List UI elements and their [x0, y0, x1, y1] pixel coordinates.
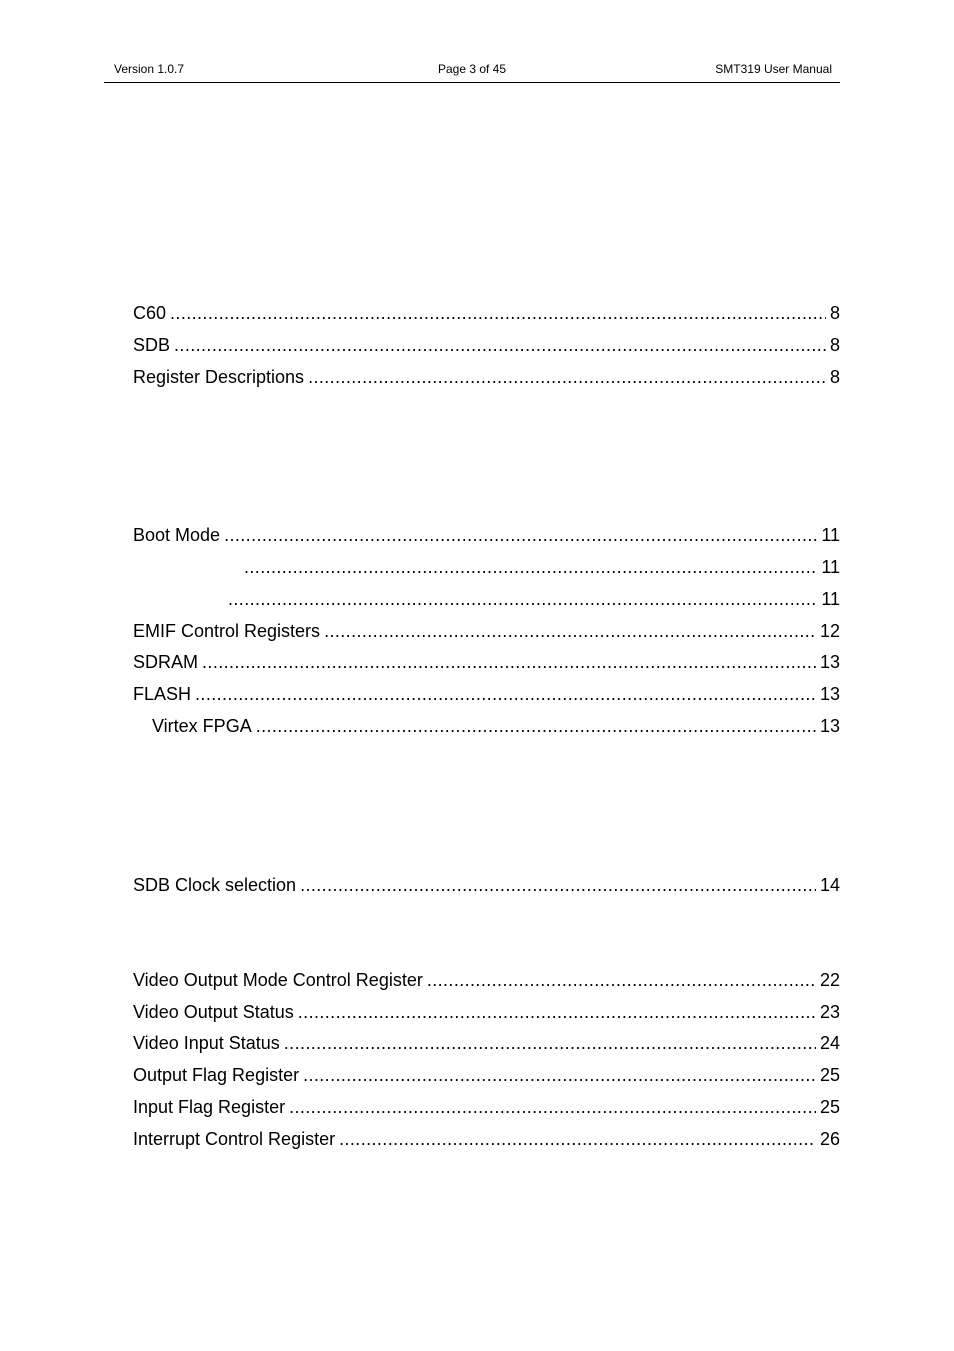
toc-entry-label: Input Flag Register — [133, 1097, 286, 1117]
toc-dot-leader — [289, 1096, 816, 1118]
toc-entry-label: SDB Clock selection — [133, 875, 297, 895]
toc-dot-leader — [284, 1032, 816, 1054]
toc-entry-label: Boot Mode — [133, 525, 221, 545]
toc-entry-page: 13 — [819, 716, 840, 736]
page-header — [104, 62, 840, 83]
toc-entry-page: 13 — [819, 684, 840, 704]
toc-entry-label: Output Flag Register — [133, 1065, 300, 1085]
toc-entry-unlabeled-1[interactable] — [133, 556, 840, 578]
header-page-number: Page 3 of 45 — [437, 62, 507, 76]
toc-entry-page: 22 — [819, 970, 840, 990]
toc-entry-label: Register Descriptions — [133, 367, 305, 387]
toc-entry-page: 8 — [829, 303, 840, 323]
toc-entry-page: 23 — [819, 1002, 840, 1022]
toc-entry-register-descriptions[interactable] — [133, 366, 840, 388]
toc-entry-label: Video Output Status — [133, 1002, 294, 1022]
toc-entry-page: 26 — [819, 1129, 840, 1149]
toc-dot-leader — [303, 1064, 816, 1086]
toc-dot-leader — [195, 683, 816, 705]
toc-entry-video-output-status[interactable] — [133, 1001, 840, 1023]
toc-entry-sdb-clock-selection[interactable] — [133, 874, 840, 896]
toc-dot-leader — [298, 1001, 816, 1023]
toc-entry-label: C60 — [133, 303, 167, 323]
toc-entry-label: Interrupt Control Register — [133, 1129, 336, 1149]
toc-entry-video-input-status[interactable] — [133, 1032, 840, 1054]
toc-dot-leader — [244, 556, 817, 578]
toc-entry-sdb[interactable] — [133, 334, 840, 356]
toc-entry-page: 24 — [819, 1033, 840, 1053]
toc-entry-page: 14 — [819, 875, 840, 895]
toc-entry-emif-control-registers[interactable] — [133, 620, 840, 642]
header-version: Version 1.0.7 — [114, 62, 185, 76]
toc-entry-interrupt-control-register[interactable] — [133, 1128, 840, 1150]
toc-entry-output-flag-register[interactable] — [133, 1064, 840, 1086]
toc-entry-page: 11 — [821, 557, 840, 577]
toc-entry-page: 11 — [821, 525, 840, 545]
header-manual-title: SMT319 User Manual — [715, 62, 832, 76]
toc-entry-page: 12 — [819, 621, 840, 641]
toc-entry-page: 13 — [819, 652, 840, 672]
toc-entry-label: EMIF Control Registers — [133, 621, 321, 641]
toc-entry-input-flag-register[interactable] — [133, 1096, 840, 1118]
toc-dot-leader — [224, 524, 817, 546]
toc-entry-label: Video Input Status — [133, 1033, 280, 1053]
toc-dot-leader — [300, 874, 816, 896]
toc-entry-label: Video Output Mode Control Register — [133, 970, 423, 990]
toc-entry-video-output-mode-control-register[interactable] — [133, 969, 840, 991]
toc-entry-page: 8 — [829, 335, 840, 355]
toc-dot-leader — [427, 969, 816, 991]
toc-dot-leader — [324, 620, 816, 642]
toc-dot-leader — [228, 588, 817, 610]
toc-entry-sdram[interactable] — [133, 651, 840, 673]
toc-entry-unlabeled-2[interactable] — [133, 588, 840, 610]
toc-entry-c60[interactable] — [133, 302, 840, 324]
toc-entry-virtex-fpga[interactable] — [133, 715, 840, 737]
toc-entry-label: SDB — [133, 335, 171, 355]
toc-entry-label: FLASH — [133, 684, 192, 704]
toc-dot-leader — [202, 651, 816, 673]
toc-entry-page: 8 — [829, 367, 840, 387]
toc-dot-leader — [170, 302, 826, 324]
toc-dot-leader — [256, 715, 816, 737]
toc-entry-page: 25 — [819, 1065, 840, 1085]
toc-dot-leader — [174, 334, 826, 356]
toc-dot-leader — [339, 1128, 816, 1150]
toc-entry-page: 11 — [821, 589, 840, 609]
toc-entry-flash[interactable] — [133, 683, 840, 705]
toc-entry-label: SDRAM — [133, 652, 199, 672]
toc-entry-page: 25 — [819, 1097, 840, 1117]
toc-entry-boot-mode[interactable] — [133, 524, 840, 546]
toc-dot-leader — [308, 366, 826, 388]
toc-entry-label: Virtex FPGA — [152, 716, 252, 736]
